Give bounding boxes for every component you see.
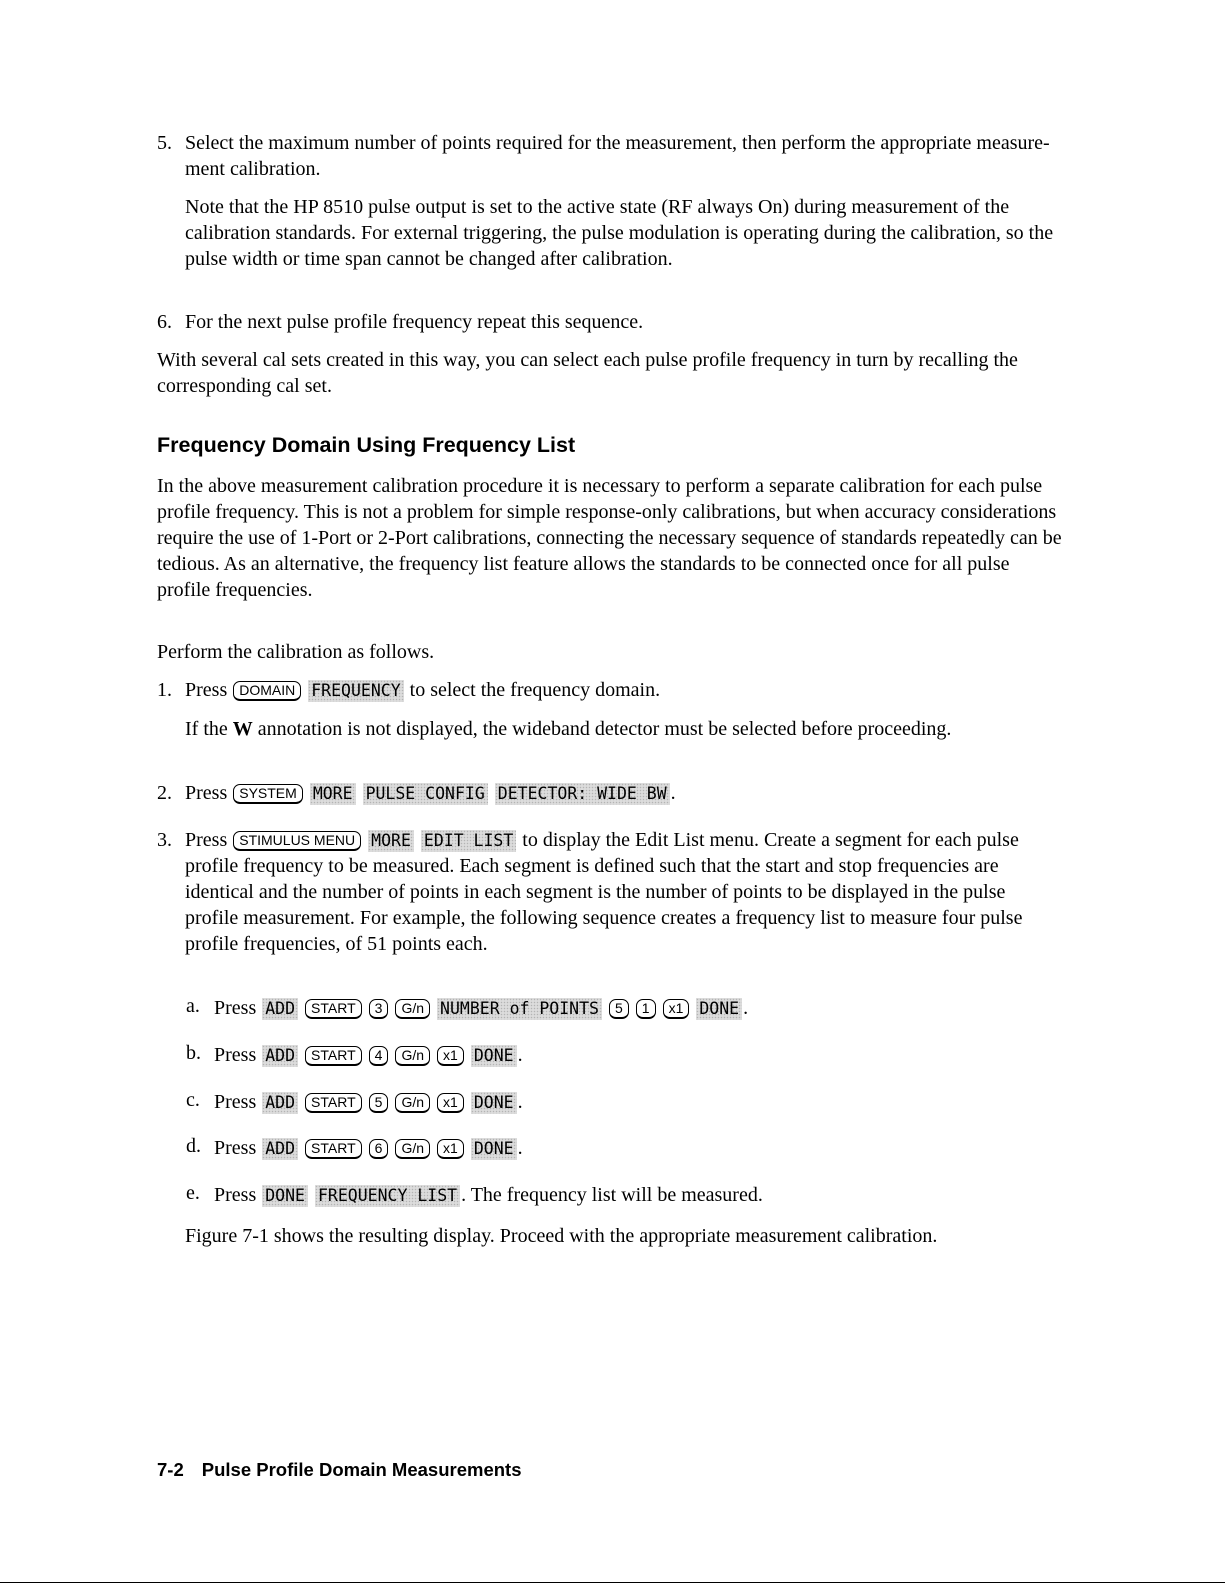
press-word: Press [185, 782, 228, 804]
substep-text [214, 1089, 1062, 1115]
step-1-note [185, 716, 1062, 742]
digit-3-key[interactable]: 3 [369, 999, 389, 1019]
note-post: annotation is not displayed, the wideband detector must be selected before proceeding. [257, 718, 952, 740]
add-softkey[interactable]: ADD [262, 1092, 298, 1114]
substep-a [186, 995, 1062, 1021]
system-key[interactable]: SYSTEM [233, 784, 303, 804]
step-text: For the next pulse profile frequency repeat this sequence. [185, 311, 644, 333]
edit-list-softkey[interactable]: EDIT LIST [421, 830, 516, 852]
substep-text [214, 1182, 1062, 1208]
substep-tail: . [743, 997, 749, 1019]
w-annotation: W [232, 718, 253, 740]
paragraph-perform [157, 639, 1062, 665]
add-softkey[interactable]: ADD [262, 1138, 298, 1160]
step-number: 2. [157, 782, 172, 804]
chapter-title: Pulse Profile Domain Measurements [201, 1459, 522, 1480]
step-6 [157, 309, 1062, 335]
step-number: 6. [157, 311, 172, 333]
step-3 [157, 827, 1062, 957]
paragraph-cal-sets [157, 347, 1062, 399]
bottom-rule [0, 1582, 1225, 1583]
done-softkey[interactable]: DONE [696, 998, 742, 1020]
start-key[interactable]: START [305, 1093, 362, 1113]
substep-text [214, 995, 1062, 1021]
digit-5-key[interactable]: 5 [369, 1093, 389, 1113]
digit-4-key[interactable]: 4 [369, 1046, 389, 1066]
done-softkey[interactable]: DONE [471, 1045, 517, 1067]
step-tail: to select the frequency domain. [409, 679, 661, 701]
paragraph-text: With several cal sets created in this way, you can select each pulse profile frequency in turn by recalling the corresponding cal set. [157, 349, 1018, 397]
page-number: 7-2 [157, 1459, 184, 1480]
x1-key[interactable]: x1 [663, 999, 690, 1019]
digit-1-key[interactable]: 1 [636, 999, 656, 1019]
substep-e [186, 1182, 1062, 1208]
note-pre: If the [185, 718, 228, 740]
done-softkey[interactable]: DONE [471, 1138, 517, 1160]
substep-label: c. [186, 1089, 200, 1111]
step-text [185, 677, 1062, 703]
substep-label: e. [186, 1182, 200, 1204]
g-n-key[interactable]: G/n [395, 1139, 430, 1159]
paragraph-figure [185, 1223, 1062, 1249]
paragraph-intro [157, 473, 1062, 603]
substep-d [186, 1135, 1062, 1161]
frequency-softkey[interactable]: FREQUENCY [308, 680, 403, 702]
paragraph-text: Figure 7-1 shows the resulting display. Proceed with the appropriate measurement calibration. [185, 1225, 938, 1247]
press-word: Press [185, 679, 228, 701]
step-tail: . [670, 782, 676, 804]
substep-label: b. [186, 1042, 201, 1064]
add-softkey[interactable]: ADD [262, 1045, 298, 1067]
substep-tail: . [517, 1044, 523, 1066]
press-word: Press [214, 1044, 257, 1066]
stimulus-menu-key[interactable]: STIMULUS MENU [233, 831, 361, 851]
step-5-note [185, 194, 1062, 272]
press-word: Press [214, 1091, 257, 1113]
page-footer [157, 1458, 522, 1482]
x1-key[interactable]: x1 [437, 1046, 464, 1066]
step-5 [157, 130, 1062, 182]
frequency-list-softkey[interactable]: FREQUENCY LIST [315, 1185, 460, 1207]
done-softkey[interactable]: DONE [471, 1092, 517, 1114]
digit-6-key[interactable]: 6 [369, 1139, 389, 1159]
substep-text [214, 1042, 1062, 1068]
more-softkey[interactable]: MORE [368, 830, 414, 852]
number-of-points-softkey[interactable]: NUMBER of POINTS [437, 998, 602, 1020]
g-n-key[interactable]: G/n [395, 1046, 430, 1066]
more-softkey[interactable]: MORE [310, 783, 356, 805]
press-word: Press [185, 829, 228, 851]
start-key[interactable]: START [305, 1046, 362, 1066]
step-2 [157, 780, 1062, 806]
press-word: Press [214, 1184, 257, 1206]
substep-tail: . [517, 1091, 523, 1113]
step-text [185, 827, 1062, 957]
section-heading: Frequency Domain Using Frequency List [157, 433, 576, 457]
substep-b [186, 1042, 1062, 1068]
done-softkey[interactable]: DONE [262, 1185, 308, 1207]
substep-c [186, 1089, 1062, 1115]
substep-label: a. [186, 995, 200, 1017]
x1-key[interactable]: x1 [437, 1139, 464, 1159]
note-text [185, 716, 1062, 742]
press-word: Press [214, 997, 257, 1019]
step-text: Select the maximum number of points required for the measurement, then perform the appropriate measure- ment calibration. [185, 132, 1050, 180]
substep-text [214, 1135, 1062, 1161]
step-number: 3. [157, 829, 172, 851]
substep-label: d. [186, 1135, 201, 1157]
step-number: 1. [157, 679, 172, 701]
press-word: Press [214, 1137, 257, 1159]
step-number: 5. [157, 132, 172, 154]
paragraph-text: Perform the calibration as follows. [157, 641, 435, 663]
domain-key[interactable]: DOMAIN [233, 681, 301, 701]
start-key[interactable]: START [305, 999, 362, 1019]
digit-5-key[interactable]: 5 [609, 999, 629, 1019]
step-text [185, 780, 1062, 806]
g-n-key[interactable]: G/n [395, 999, 430, 1019]
pulse-config-softkey[interactable]: PULSE CONFIG [363, 783, 488, 805]
step-tail: to display the Edit List menu. Create a segment for each pulse profile frequency to be measured. Each segment is defined such that the start and stop frequencies are identical and the number of points in each segment is the number of points to be displayed in the pulse profile measurement. For example, the following sequence creates a frequency list to measure four pulse profile frequencies, of 51 points each. [185, 829, 1023, 955]
add-softkey[interactable]: ADD [262, 998, 298, 1020]
g-n-key[interactable]: G/n [395, 1093, 430, 1113]
substep-tail: . The frequency list will be measured. [461, 1184, 763, 1206]
substep-tail: . [517, 1137, 523, 1159]
detector-wide-bw-softkey[interactable]: DETECTOR: WIDE BW [495, 783, 670, 805]
start-key[interactable]: START [305, 1139, 362, 1159]
paragraph-text: In the above measurement calibration procedure it is necessary to perform a separate calibration for each pulse profile frequency. This is not a problem for simple response-only calibrations, but when accuracy considerations require the use of 1-Port or 2-Port calibrations, connecting the necessary sequence of standards repeatedly can be tedious. As an alternative, the frequency list feature allows the standards to be connected once for all pulse profile frequencies. [157, 475, 1062, 601]
step-1 [157, 677, 1062, 703]
x1-key[interactable]: x1 [437, 1093, 464, 1113]
note-text: Note that the HP 8510 pulse output is set to the active state (RF always On) during measurement of the calibration standards. For external triggering, the pulse modulation is operating during the calibration, so the pulse width or time span cannot be changed after calibration. [185, 196, 1054, 270]
